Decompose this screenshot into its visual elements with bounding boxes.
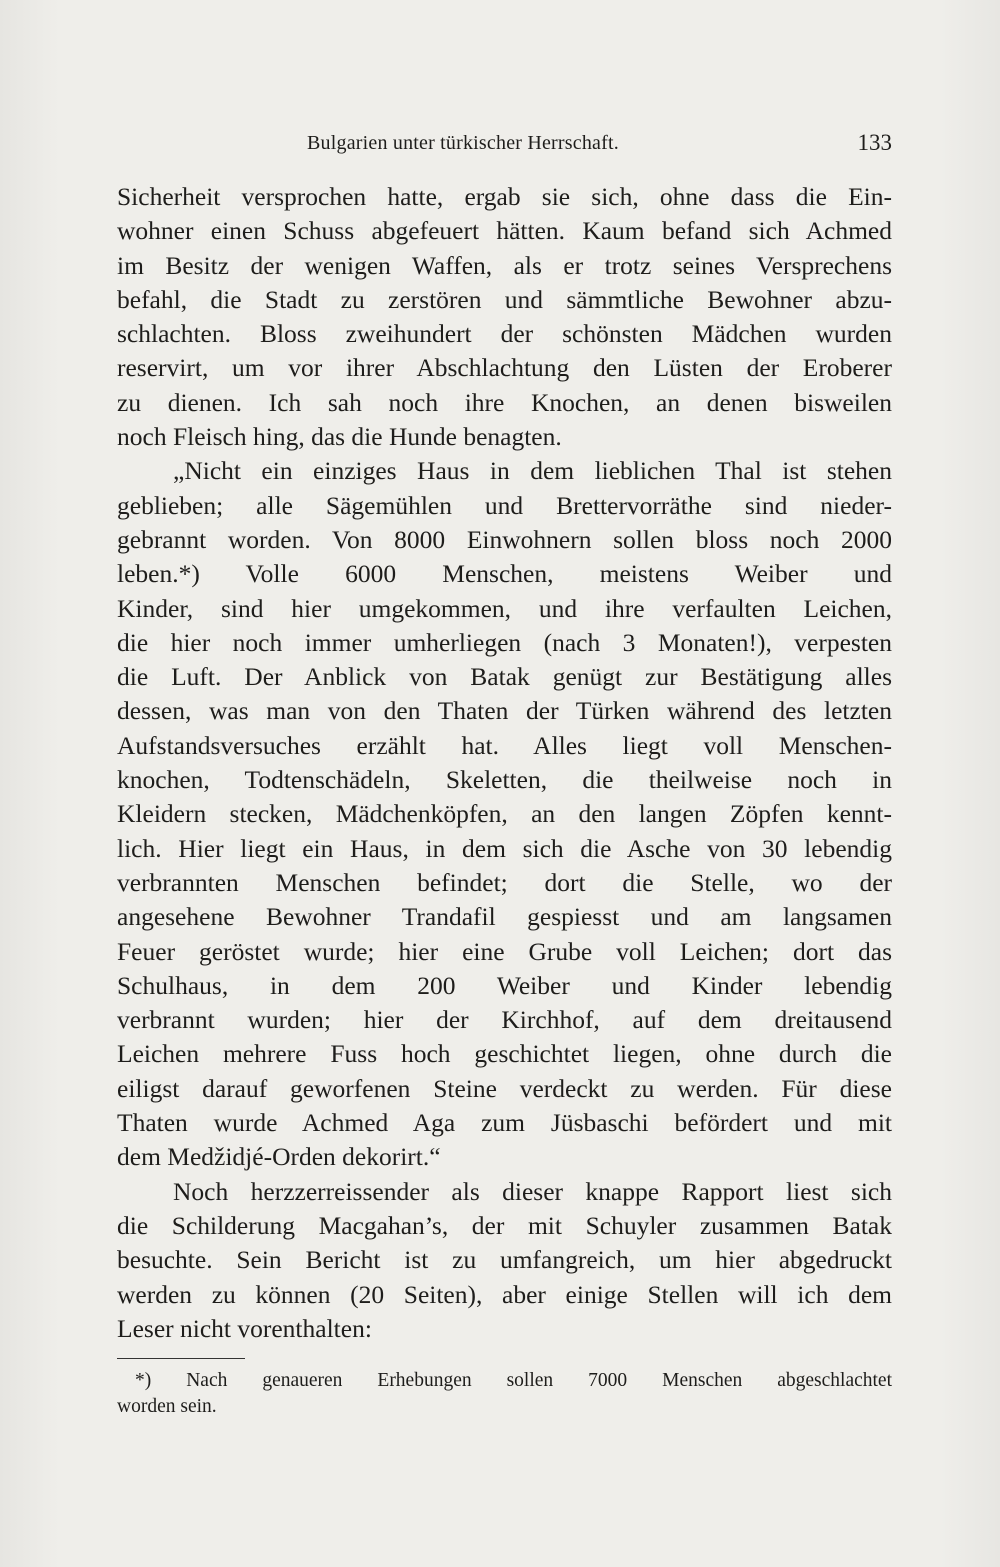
text-line: Aufstandsversuches erzählt hat. Alles liegt voll Menschen- bbox=[117, 730, 892, 760]
page-number: 133 bbox=[857, 130, 892, 155]
footnote-line: worden sein. bbox=[117, 1396, 217, 1417]
footnote bbox=[117, 1368, 892, 1420]
text-line: eiligst darauf geworfenen Steine verdeckt zu werden. Für diese bbox=[117, 1073, 892, 1103]
text-line: geblieben; alle Sägemühlen und Brettervorräthe sind nieder- bbox=[117, 490, 892, 520]
text-line: lich. Hier liegt ein Haus, in dem sich die Asche von 30 lebendig bbox=[117, 833, 892, 863]
text-line: Thaten wurde Achmed Aga zum Jüsbaschi befördert und mit bbox=[117, 1108, 892, 1138]
text-line: knochen, Todtenschädeln, Skeletten, die theilweise noch in bbox=[117, 765, 892, 795]
body-text bbox=[117, 180, 892, 1346]
footnote-rule bbox=[117, 1358, 245, 1359]
text-line: Kleidern stecken, Mädchenköpfen, an den langen Zöpfen kennt- bbox=[117, 799, 892, 829]
text-line: angesehene Bewohner Trandafil gespiesst und am langsamen bbox=[117, 902, 892, 932]
text-line: „Nicht ein einziges Haus in dem lieblichen Thal ist stehen bbox=[173, 456, 892, 486]
text-line: dem Medžidjé-Orden dekorirt.“ bbox=[117, 1142, 441, 1172]
text-line: besuchte. Sein Bericht ist zu umfangreich, um hier abgedruckt bbox=[117, 1245, 892, 1275]
text-line: noch Fleisch hing, das die Hunde benagten. bbox=[117, 422, 562, 452]
text-line: Kinder, sind hier umgekommen, und ihre verfaulten Leichen, bbox=[117, 593, 892, 623]
text-line: verbrannt wurden; hier der Kirchhof, auf dem dreitausend bbox=[117, 1005, 892, 1035]
text-line: werden zu können (20 Seiten), aber einige Stellen will ich dem bbox=[117, 1279, 892, 1309]
page-header bbox=[117, 126, 892, 160]
text-line: die Luft. Der Anblick von Batak genügt zur Bestätigung alles bbox=[117, 662, 892, 692]
text-line: Leser nicht vorenthalten: bbox=[117, 1313, 372, 1343]
text-line: die hier noch immer umherliegen (nach 3 Monaten!), verpesten bbox=[117, 627, 892, 657]
text-line: befahl, die Stadt zu zerstören und sämmtliche Bewohner abzu- bbox=[117, 284, 892, 314]
text-line: dessen, was man von den Thaten der Türken während des letzten bbox=[117, 696, 892, 726]
text-line: schlachten. Bloss zweihundert der schönsten Mädchen wurden bbox=[117, 319, 892, 349]
text-line: Schulhaus, in dem 200 Weiber und Kinder lebendig bbox=[117, 970, 892, 1000]
footnote-line: *) Nach genaueren Erhebungen sollen 7000 Menschen abgeschlachtet bbox=[135, 1370, 892, 1391]
text-line: Leichen mehrere Fuss hoch geschichtet liegen, ohne durch die bbox=[117, 1039, 892, 1069]
running-head: Bulgarien unter türkischer Herrschaft. bbox=[307, 132, 619, 154]
text-line: Feuer geröstet wurde; hier eine Grube voll Leichen; dort das bbox=[117, 936, 892, 966]
text-line: verbrannten Menschen befindet; dort die Stelle, wo der bbox=[117, 867, 892, 897]
text-line: wohner einen Schuss abgefeuert hätten. Kaum befand sich Achmed bbox=[117, 216, 892, 246]
text-line: leben.*) Volle 6000 Menschen, meistens Weiber und bbox=[117, 559, 892, 589]
text-line: die Schilderung Macgahan’s, der mit Schuyler zusammen Batak bbox=[117, 1210, 892, 1240]
text-line: gebrannt worden. Von 8000 Einwohnern sollen bloss noch 2000 bbox=[117, 524, 892, 554]
text-line: Sicherheit versprochen hatte, ergab sie sich, ohne dass die Ein- bbox=[117, 182, 892, 211]
text-line: im Besitz der wenigen Waffen, als er trotz seines Versprechens bbox=[117, 250, 892, 280]
text-line: Noch herzzerreissender als dieser knappe Rapport liest sich bbox=[173, 1176, 892, 1206]
text-line: zu dienen. Ich sah noch ihre Knochen, an denen bisweilen bbox=[117, 387, 892, 417]
text-line: reservirt, um vor ihrer Abschlachtung den Lüsten der Eroberer bbox=[117, 353, 892, 383]
